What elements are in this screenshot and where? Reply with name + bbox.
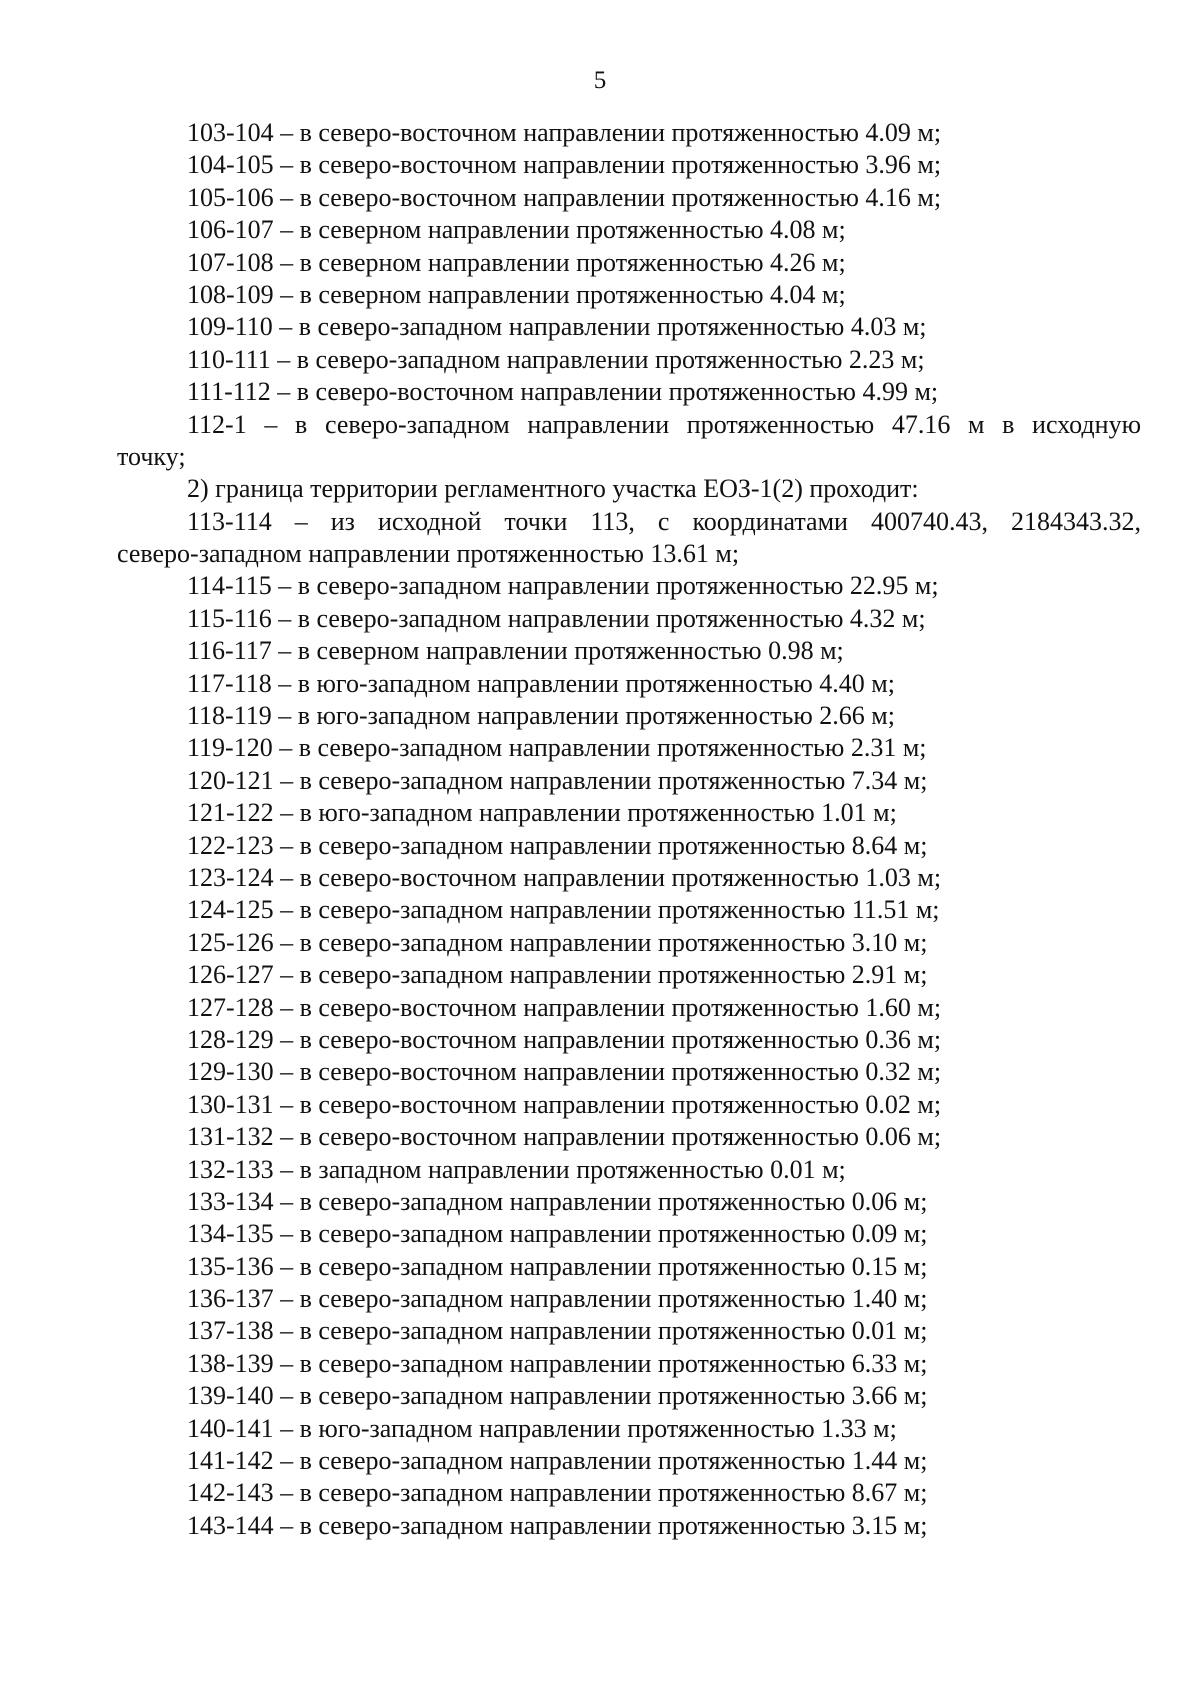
segment-line: 135-136 – в северо-западном направлении протяженностью 0.15 м; <box>187 1251 928 1281</box>
segment-line: 127-128 – в северо-восточном направлении протяженностью 1.60 м; <box>187 992 942 1022</box>
segment-line: 136-137 – в северо-западном направлении протяженностью 1.40 м; <box>187 1284 928 1314</box>
segment-line: 112-1 – в северо-западном направлении протяженностью 47.16 м в исходную <box>187 409 1141 439</box>
segment-line: 134-135 – в северо-западном направлении протяженностью 0.09 м; <box>187 1219 928 1249</box>
segment-line: 119-120 – в северо-западном направлении протяженностью 2.31 м; <box>187 733 927 763</box>
segment-line: 115-116 – в северо-западном направлении протяженностью 4.32 м; <box>187 603 926 633</box>
segment-line: 126-127 – в северо-западном направлении протяженностью 2.91 м; <box>187 960 928 990</box>
segment-line: 125-126 – в северо-западном направлении протяженностью 3.10 м; <box>187 927 928 957</box>
segment-line: 139-140 – в северо-западном направлении протяженностью 3.66 м; <box>187 1381 928 1411</box>
segment-line: 141-142 – в северо-западном направлении протяженностью 1.44 м; <box>187 1446 928 1476</box>
document-body <box>117 117 1141 1542</box>
segment-line: 128-129 – в северо-восточном направлении протяженностью 0.36 м; <box>187 1024 942 1054</box>
segment-line: 104-105 – в северо-восточном направлении протяженностью 3.96 м; <box>187 150 942 180</box>
segment-line: 103-104 – в северо-восточном направлении протяженностью 4.09 м; <box>187 118 942 147</box>
segment-line: 142-143 – в северо-западном направлении протяженностью 8.67 м; <box>187 1478 928 1508</box>
segment-line: 132-133 – в западном направлении протяженностью 0.01 м; <box>187 1154 846 1184</box>
segment-line: 105-106 – в северо-восточном направлении протяженностью 4.16 м; <box>187 182 942 212</box>
segment-line-continuation: северо-западном направлении протяженностью 13.61 м; <box>117 539 740 569</box>
segment-line: 117-118 – в юго-западном направлении протяженностью 4.40 м; <box>187 668 895 698</box>
section-heading: 2) граница территории регламентного участка ЕОЗ-1(2) проходит: <box>187 474 919 504</box>
segment-line: 140-141 – в юго-западном направлении протяженностью 1.33 м; <box>187 1413 897 1443</box>
segment-line: 143-144 – в северо-западном направлении протяженностью 3.15 м; <box>187 1510 928 1540</box>
segment-line: 124-125 – в северо-западном направлении протяженностью 11.51 м; <box>187 895 940 925</box>
segment-line: 108-109 – в северном направлении протяженностью 4.04 м; <box>187 279 846 309</box>
segment-line: 129-130 – в северо-восточном направлении протяженностью 0.32 м; <box>187 1057 942 1087</box>
segment-line: 106-107 – в северном направлении протяженностью 4.08 м; <box>187 215 846 245</box>
segment-line: 131-132 – в северо-восточном направлении протяженностью 0.06 м; <box>187 1122 942 1152</box>
segment-line: 111-112 – в северо-восточном направлении протяженностью 4.99 м; <box>187 377 939 407</box>
segment-line-continuation: точку; <box>117 441 186 471</box>
page-number: 5 <box>593 67 607 94</box>
segment-line: 110-111 – в северо-западном направлении протяженностью 2.23 м; <box>187 344 925 374</box>
segment-line: 130-131 – в северо-восточном направлении протяженностью 0.02 м; <box>187 1089 942 1119</box>
segment-line: 122-123 – в северо-западном направлении протяженностью 8.64 м; <box>187 830 928 860</box>
segment-line: 138-139 – в северо-западном направлении протяженностью 6.33 м; <box>187 1348 928 1378</box>
segment-line: 113-114 – из исходной точки 113, с координатами 400740.43, 2184343.32, <box>187 506 1141 536</box>
segment-line: 118-119 – в юго-западном направлении протяженностью 2.66 м; <box>187 701 895 731</box>
segment-line: 116-117 – в северном направлении протяженностью 0.98 м; <box>187 636 844 666</box>
segment-line: 121-122 – в юго-западном направлении протяженностью 1.01 м; <box>187 798 897 828</box>
segment-line: 107-108 – в северном направлении протяженностью 4.26 м; <box>187 247 846 277</box>
segment-line: 120-121 – в северо-западном направлении протяженностью 7.34 м; <box>187 765 928 795</box>
segment-line: 109-110 – в северо-западном направлении протяженностью 4.03 м; <box>187 312 927 342</box>
segment-line: 137-138 – в северо-западном направлении протяженностью 0.01 м; <box>187 1316 928 1346</box>
segment-line: 114-115 – в северо-западном направлении протяженностью 22.95 м; <box>187 571 939 601</box>
segment-line: 133-134 – в северо-западном направлении протяженностью 0.06 м; <box>187 1186 928 1216</box>
segment-line: 123-124 – в северо-восточном направлении протяженностью 1.03 м; <box>187 862 942 892</box>
